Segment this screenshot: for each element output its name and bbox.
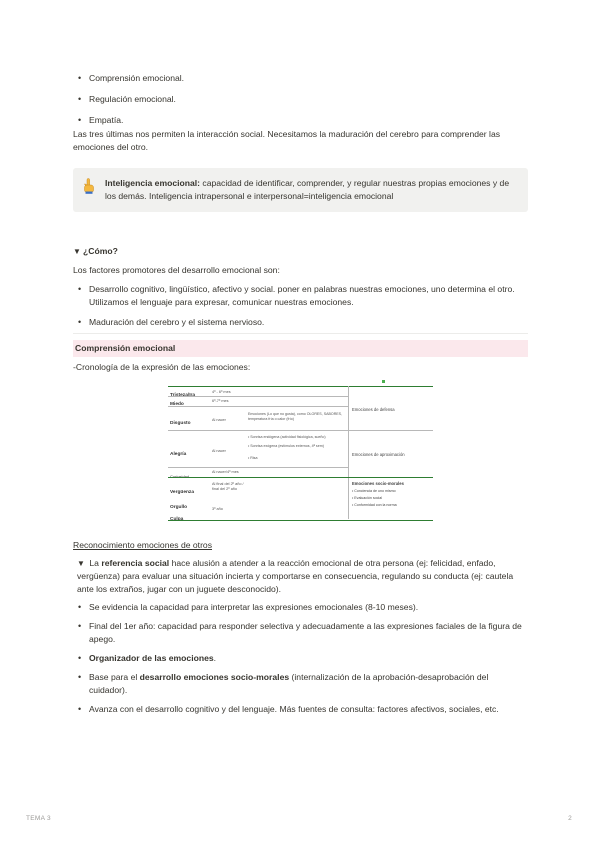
table-rule bbox=[168, 430, 433, 431]
table-cell-emotion: Miedo bbox=[170, 402, 184, 407]
item3-bold: Organizador de las emociones bbox=[89, 653, 214, 663]
list-item: • Final del 1er año: capacidad para responder selectiva y adecuadamente a las expresiones faciales de la figura de apego. bbox=[73, 620, 528, 646]
list-item: • Desarrollo cognitivo, lingüístico, afectivo y social. poner en palabras nuestras emociones, uno determina el otro. Utilizamos el lenguaje para expresar, comunicar nuestras emociones. bbox=[73, 283, 528, 309]
divider bbox=[73, 333, 528, 334]
emotion-chronology-table bbox=[168, 383, 433, 521]
list-item: • Regulación emocional. bbox=[73, 93, 528, 106]
como-section bbox=[73, 245, 528, 329]
como-list bbox=[73, 283, 528, 329]
table-cell-emotion: Culpa bbox=[170, 517, 184, 522]
pointing-hand-icon bbox=[82, 178, 96, 194]
comprension-heading: Comprensión emocional bbox=[73, 340, 528, 357]
table-cell-desc: • Sonrisa exógena (estímulos externos, 4ª sem) bbox=[248, 444, 324, 448]
toggle-triangle-icon[interactable]: ▼ bbox=[73, 247, 81, 256]
list-item: • Avanza con el desarrollo cognitivo y del lenguaje. Más fuentes de consulta: factores afectivos, sociales, etc. bbox=[73, 703, 528, 716]
ref-text: hace alusión a atender a la reacción emocional de otra persona (ej: felicidad, enfado, vergüenza) para evaluar una situación incierta y comportarse en consecuencia, regulando su conducta (ej: cautela ante los extraños, jugar con un juguete desconocido). bbox=[77, 558, 514, 594]
list-item bbox=[73, 652, 528, 665]
item4-pre: Base para el bbox=[89, 672, 140, 682]
comprension-sub: -Cronología de la expresión de las emociones: bbox=[73, 362, 251, 372]
group-socio-label: Emociones socio-morales bbox=[352, 481, 404, 486]
como-title: ¿Cómo? bbox=[83, 246, 118, 256]
list-item: • Comprensión emocional. bbox=[73, 72, 528, 85]
list-item: • Se evidencia la capacidad para interpretar las expresiones emocionales (8-10 meses). bbox=[73, 601, 528, 614]
table-bottom-rule bbox=[168, 520, 433, 521]
callout-box bbox=[73, 168, 528, 212]
table-cell-age: 3º año bbox=[212, 507, 223, 511]
callout-bold: Inteligencia emocional: bbox=[105, 178, 201, 188]
group-approach-label: Emociones de aproximación bbox=[352, 452, 405, 457]
table-rule bbox=[168, 467, 348, 468]
reconocimiento-list bbox=[73, 601, 528, 716]
table-cell-emotion: Disgusto bbox=[170, 421, 191, 426]
ref-pre: La bbox=[87, 558, 102, 568]
list-item: • Empatía. bbox=[73, 114, 528, 127]
table-top-rule bbox=[168, 386, 433, 387]
table-cell-emotion: Alegría bbox=[170, 452, 187, 457]
callout-body: capacidad de identificar, comprender, y regular nuestras propias emociones y de los demás. Inteligencia intrapersonal e interpersonal=inteligencia emocional bbox=[105, 178, 510, 201]
table-cell-age: 4º - 6º mes bbox=[212, 390, 231, 394]
table-rule bbox=[168, 406, 348, 407]
item4-text: (internalización de la aprobación-desaprobación del cuidador). bbox=[89, 672, 489, 695]
table-cell-desc: Emociones (Lo que no gusta), como OLORES, SABORES, temperatura fría o calor (frío) bbox=[248, 412, 343, 421]
list-item bbox=[73, 671, 528, 697]
table-cell-age: 6º-7º mes bbox=[212, 399, 229, 403]
top-section bbox=[73, 72, 528, 154]
ref-bold: referencia social bbox=[101, 558, 170, 568]
item4-bold: desarrollo emociones socio-morales bbox=[139, 672, 290, 682]
footer-left: TEMA 3 bbox=[26, 815, 51, 822]
table-cell-age: Al nacer bbox=[212, 418, 226, 422]
table-cell-emotion: Curiosidad bbox=[170, 474, 190, 479]
referencia-paragraph bbox=[73, 557, 528, 596]
table-mid-rule bbox=[168, 477, 433, 478]
group-socio-item: • Evaluación social bbox=[352, 496, 383, 500]
item3-end: . bbox=[213, 653, 217, 663]
table-cell-age: Al final del 2º año / final del 2º año bbox=[212, 482, 244, 491]
group-defense-label: Emociones de defensa bbox=[352, 407, 395, 412]
como-intro: Los factores promotores del desarrollo emocional son: bbox=[73, 265, 280, 275]
paragraph: Las tres últimas nos permiten la interacción social. Necesitamos la maduración del cerebro para comprender las emociones del otro. bbox=[73, 129, 501, 152]
table-cell-age: Al nacer bbox=[212, 449, 226, 453]
table-cell-desc: • Risa bbox=[248, 456, 258, 460]
comprension-section bbox=[73, 340, 528, 374]
table-cell-age: Al nacer/4º mes bbox=[212, 470, 239, 474]
table-cell-desc: • Sonrisa endógena (actividad fisiológica, sueño) bbox=[248, 435, 326, 439]
table-cell-emotion: Tristeza/Ira bbox=[170, 393, 196, 398]
table-cell-emotion: Orgullo bbox=[170, 505, 188, 510]
table-cell-emotion: Vergüenza bbox=[170, 490, 194, 495]
table-rule bbox=[168, 396, 348, 397]
reconocimiento-heading: Reconocimiento emociones de otros bbox=[73, 540, 213, 550]
page-number: 2 bbox=[568, 815, 572, 822]
group-socio-item: • Conciencia de uno mismo bbox=[352, 489, 396, 493]
group-socio-item: • Conformidad con la norma bbox=[352, 503, 397, 507]
emotion-list bbox=[73, 72, 528, 127]
list-item: • Maduración del cerebro y el sistema nervioso. bbox=[73, 316, 528, 329]
como-toggle[interactable] bbox=[73, 245, 528, 258]
corner-mark bbox=[382, 380, 385, 383]
reconocimiento-section bbox=[73, 539, 528, 716]
toggle-triangle-icon[interactable]: ▼ bbox=[77, 559, 85, 568]
table-col-divider bbox=[348, 386, 349, 519]
callout-text bbox=[105, 177, 518, 203]
